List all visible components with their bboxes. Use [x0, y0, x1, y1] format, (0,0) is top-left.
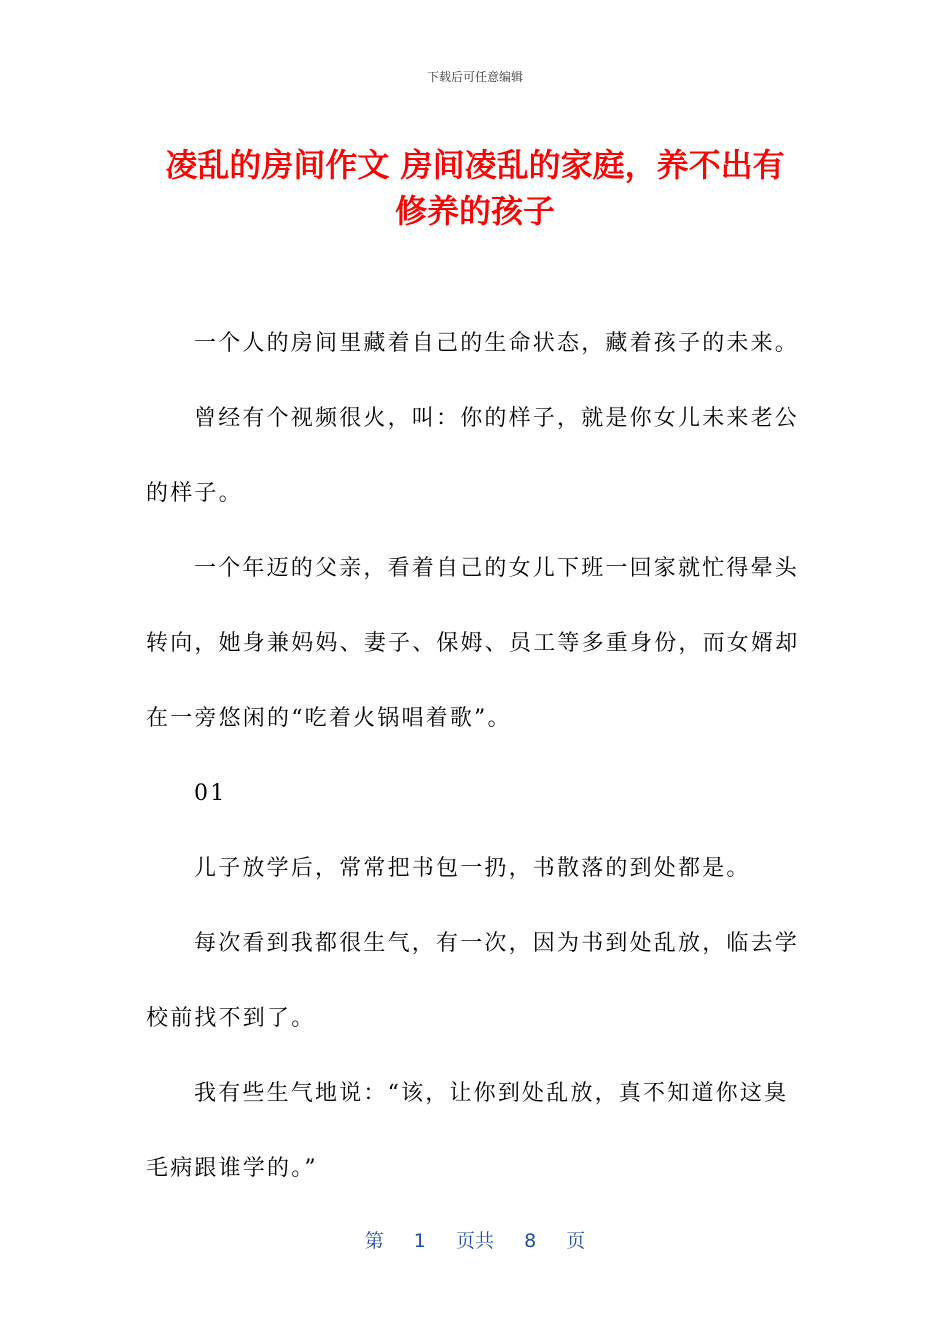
title-line-2: 修养的孩子 — [394, 192, 555, 230]
section-number: 01 — [194, 781, 227, 806]
paragraph-line: 在一旁悠闲的“吃着火锅唱着歌”。 — [146, 706, 512, 731]
page-suffix: 页 — [566, 1230, 586, 1252]
paragraph-line: 一个人的房间里藏着自己的生命状态，藏着孩子的未来。 — [194, 331, 800, 356]
paragraph-line: 一个年迈的父亲，看着自己的女儿下班一回家就忙得晕头 — [194, 556, 800, 581]
header-note: 下载后可任意编辑 — [426, 70, 523, 84]
paragraph-line: 的样子。 — [146, 481, 243, 506]
title-line-1: 凌乱的房间作文 房间凌乱的家庭，养不出有 — [165, 146, 785, 184]
page-number: 1 — [413, 1230, 426, 1252]
paragraph-line: 每次看到我都很生气，有一次，因为书到处乱放，临去学 — [194, 931, 800, 956]
paragraph-line: 毛病跟谁学的。” — [146, 1156, 318, 1181]
page-footer — [0, 1226, 950, 1253]
paragraph-line: 转向，她身兼妈妈、妻子、保姆、员工等多重身份，而女婿却 — [146, 631, 800, 656]
page-total: 8 — [524, 1230, 537, 1252]
paragraph-line: 儿子放学后，常常把书包一扔，书散落的到处都是。 — [194, 856, 751, 881]
page-prefix: 第 — [364, 1230, 384, 1252]
paragraph-line: 我有些生气地说：“该，让你到处乱放，真不知道你这臭 — [194, 1081, 789, 1106]
paragraph-line: 校前找不到了。 — [146, 1006, 316, 1031]
page-mid: 页共 — [455, 1230, 494, 1252]
paragraph-line: 曾经有个视频很火，叫：你的样子，就是你女儿未来老公 — [194, 406, 800, 431]
document-title — [100, 142, 850, 234]
